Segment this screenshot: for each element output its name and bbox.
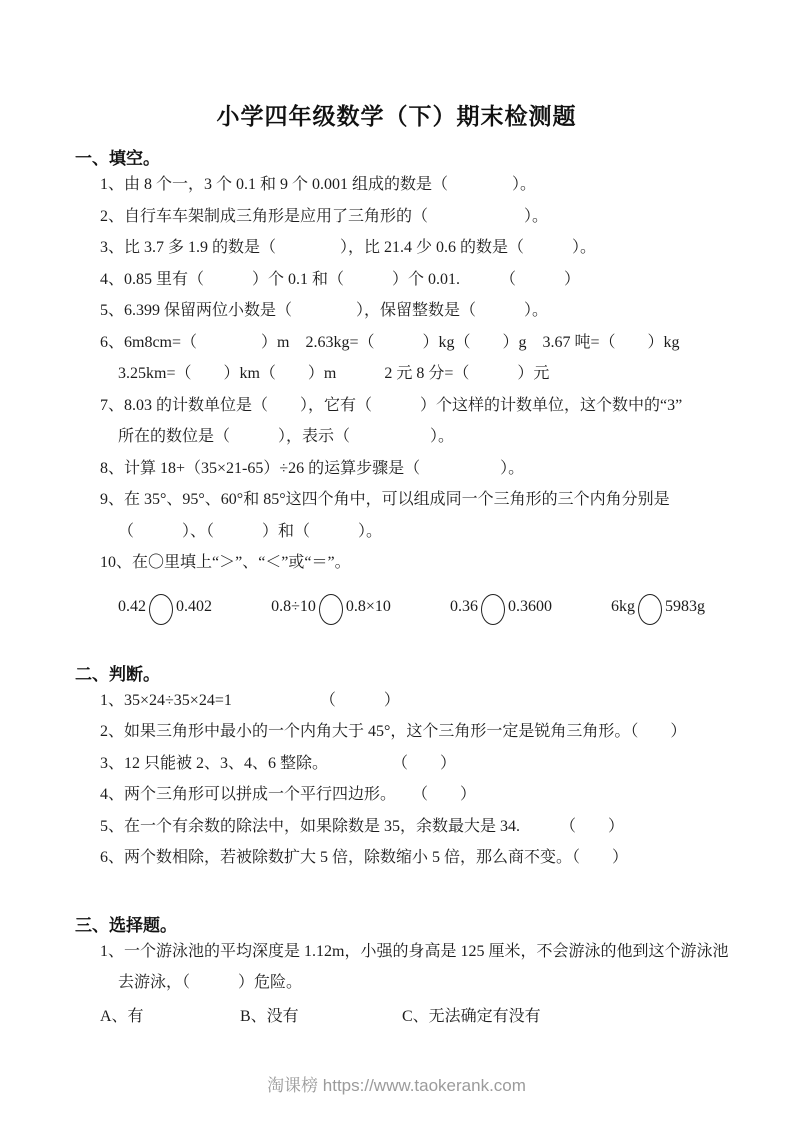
section-heading: 三、选择题。 [75,915,177,935]
comparison-left-value: 0.8÷10 [271,597,316,615]
comparison-right-value: 0.8×10 [345,597,391,615]
section-heading: 一、填空。 [75,149,160,168]
comparison-blank-circle [481,594,505,625]
question-line: 5、在一个有余数的除法中，如果除数是 35，余数最大是 34. （ ） [100,817,625,835]
comparison-left-value: 0.36 [449,597,478,615]
exam-content [0,149,793,1032]
section-heading: 二、判断。 [75,664,160,684]
choice-option-b: B、没有 [240,1007,299,1025]
comparison-left-value: 6kg [611,597,635,615]
question-line: 1、35×24÷35×24=1 （ ） [100,691,400,709]
question-line: 7、8.03 的计数单位是（ ），它有（ ）个这样的计数单位，这个数中的“3” [100,396,683,414]
section-multiple-choice [75,916,735,1033]
question-line-continuation: （ ）、（ ）和（ ）。 [118,522,383,540]
comparison-row [118,585,705,629]
question-line: 1、由 8 个一，3 个 0.1 和 9 个 0.001 组成的数是（ ）。 [100,176,537,193]
comparison-right-value: 5983g [665,597,705,615]
comparison-blank-circle [638,594,662,625]
question-line: 9、在 35°、95°、60°和 85°这四个角中，可以组成同一个三角形的三个内角分别是 [100,491,670,508]
question-line-continuation: 去游泳，（ ）危险。 [118,974,303,991]
question-line: 2、如果三角形中最小的一个内角大于 45°，这个三角形一定是锐角三角形。（ ） [100,723,687,740]
question-line: 4、两个三角形可以拼成一个平行四边形。 （ ） [100,786,477,803]
choice-options-row [100,1001,735,1033]
comparison-right-value: 0.3600 [507,597,552,615]
section-fill-in-blanks [75,149,735,629]
comparison-pair [271,588,391,625]
page-title: 小学四年级数学（下）期末检测题 [216,103,577,129]
comparison-pair [450,588,552,625]
question-line: 2、自行车车架制成三角形是应用了三角形的（ ）。 [100,207,549,225]
comparison-left-value: 0.42 [118,597,146,615]
comparison-pair [611,588,705,625]
comparison-blank-circle [319,594,343,625]
question-line-continuation: 3.25km=（ ）km（ ）m 2 元 8 分=（ ）元 [118,365,550,382]
question-line: 1、一个游泳池的平均深度是 1.12m，小强的身高是 125 厘米，不会游泳的他到这个游泳池 [100,942,729,960]
comparison-blank-circle [149,594,173,625]
section-true-false [75,665,735,874]
question-line: 4、0.85 里有（ ）个 0.1 和（ ）个 0.01. （ ） [100,270,581,288]
question-line: 6、6m8cm=（ ）m 2.63kg=（ ）kg（ ）g 3.67 吨=（ ）kg [100,333,680,351]
comparison-pair [118,588,212,625]
choice-option-c: C、无法确定有没有 [402,1007,541,1025]
watermark-footer: 淘课榜 https://www.taokerank.com [267,1076,526,1095]
question-line-continuation: 所在的数位是（ ），表示（ ）。 [118,428,455,445]
question-line: 6、两个数相除，若被除数扩大 5 倍，除数缩小 5 倍，那么商不变。（ ） [100,849,629,866]
question-line: 10、在〇里填上“＞”、“＜”或“＝”。 [100,554,351,571]
question-line: 3、12 只能被 2、3、4、6 整除。 （ ） [100,754,457,772]
question-line: 8、计算 18+（35×21-65）÷26 的运算步骤是（ ）。 [100,459,525,477]
comparison-right-value: 0.402 [176,597,212,615]
choice-option-a: A、有 [100,1007,144,1025]
question-line: 5、6.399 保留两位小数是（ ），保留整数是（ ）。 [100,302,549,319]
question-line: 3、比 3.7 多 1.9 的数是（ ），比 21.4 少 0.6 的数是（ ）。 [100,239,597,256]
